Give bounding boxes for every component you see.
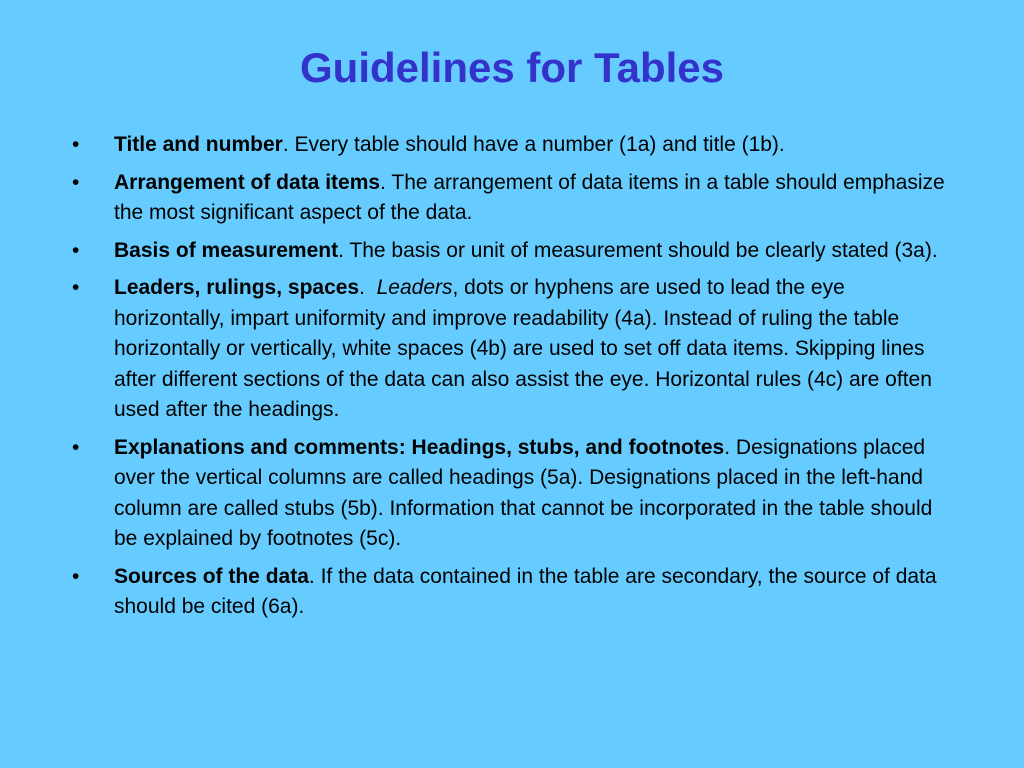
bullet-icon: • [72,238,80,262]
bullet-text: , dots or hyphens are used to lead the eye horizontally, impart uniformity and improve readability (4a). Instead of ruling the table horizontally or vertically, white spaces (4b) are used to set off data items. Skipping lines after different sections of the data can also assist the eye. Horizontal rules (4c) are often used after the headings. [114,276,932,421]
bullet-heading-suffix: . [338,238,344,262]
bullet-list [72,130,952,630]
slide-title: Guidelines for Tables [300,44,724,91]
bullet-text: Every table should have a number (1a) and title (1b). [288,133,785,156]
bullet-heading: Leaders, rulings, spaces [114,276,360,299]
bullet-item-explanations-and-comments [72,433,952,555]
bullet-icon: • [72,564,80,588]
bullet-icon: • [72,133,80,156]
bullet-heading-suffix: . [359,276,377,299]
bullet-icon: • [72,276,80,299]
bullet-heading: Basis of measurement [114,238,339,262]
bullet-item-sources-of-the-data [72,562,952,623]
bullet-heading-suffix: . [724,435,731,459]
bullet-item-title-and-number [72,130,952,161]
bullet-icon: • [72,170,80,194]
bullet-italic-term: Leaders [376,276,453,299]
bullet-item-basis-of-measurement [72,236,952,267]
bullet-text: Designations placed over the vertical columns are called headings (5a). Designations placed in the left-hand column are called stubs (5b). Information that cannot be incorporated in the table should be explained by footnotes (5c). [114,435,933,550]
bullet-heading: Arrangement of data items [114,170,381,194]
bullet-text: If the data contained in the table are secondary, the source of data should be cited (6a). [114,564,937,618]
bullet-heading-suffix: . [380,170,386,194]
bullet-heading: Sources of the data [114,564,309,588]
bullet-heading: Title and number [114,133,283,156]
bullet-heading: Explanations and comments: Headings, stubs, and footnotes [114,435,725,459]
bullet-heading-suffix: . [308,564,315,588]
bullet-heading-suffix: . [282,133,289,156]
bullet-item-leaders-rulings-spaces [72,273,952,426]
bullet-item-arrangement [72,168,952,229]
bullet-icon: • [72,435,80,459]
bullet-text: The basis or unit of measurement should be clearly stated (3a). [343,238,938,262]
bullet-text: The arrangement of data items in a table should emphasize the most significant aspect of the data. [114,170,945,224]
